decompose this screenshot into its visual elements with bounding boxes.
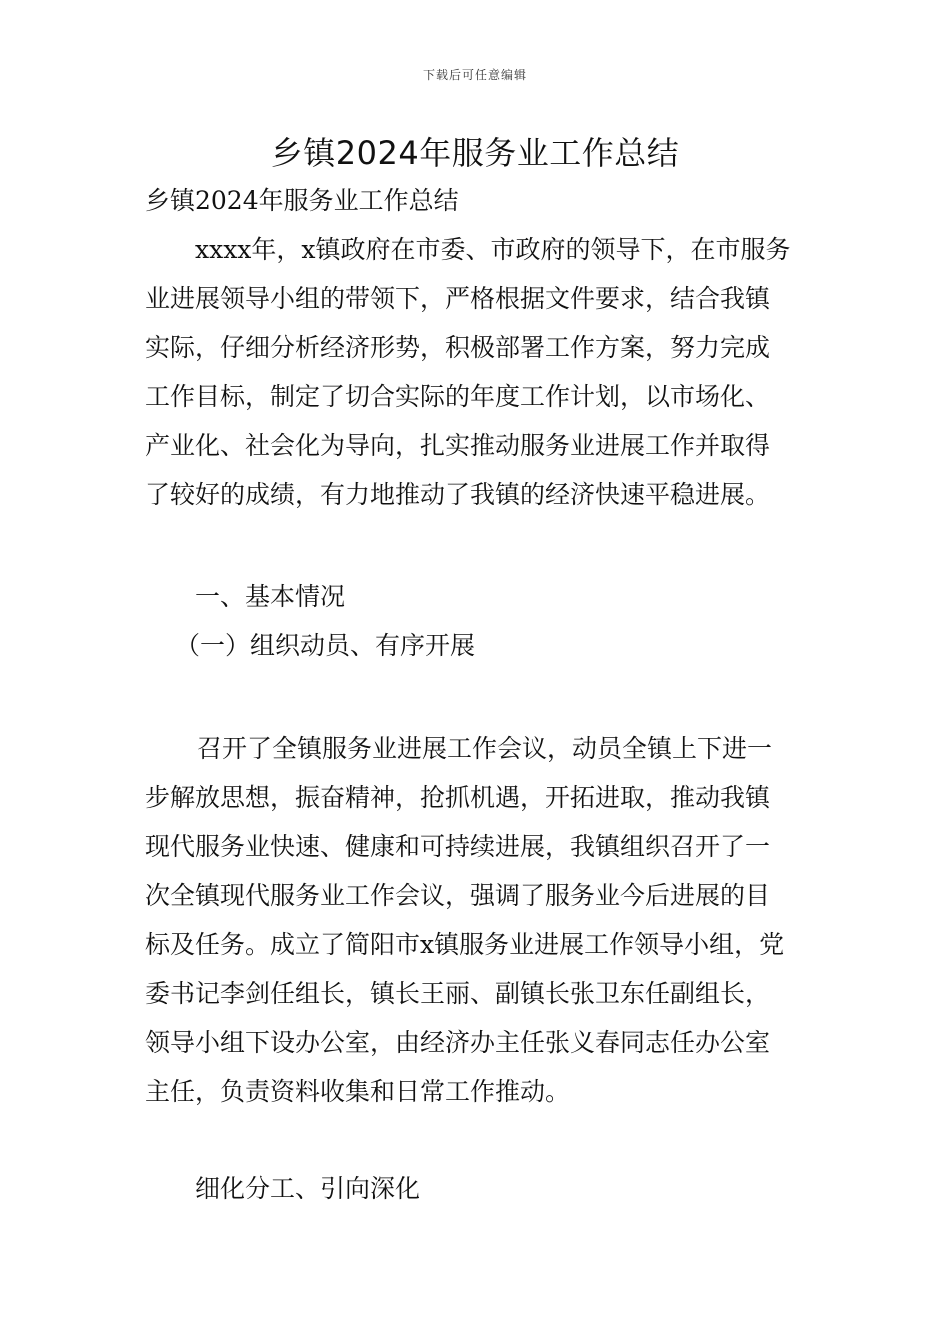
document-subtitle: 乡镇2024年服务业工作总结 <box>145 186 459 215</box>
paragraph-line: xxxx年，x镇政府在市委、市政府的领导下，在市服务 <box>195 235 791 264</box>
subsection-heading: 细化分工、引向深化 <box>195 1174 421 1203</box>
header-note: 下载后可任意编辑 <box>422 68 527 82</box>
paragraph-line: 召开了全镇服务业进展工作会议，动员全镇上下进一 <box>197 734 773 763</box>
paragraph-line: 标及任务。成立了简阳市x镇服务业进展工作领导小组，党 <box>145 930 785 959</box>
paragraph-line: 次全镇现代服务业工作会议，强调了服务业今后进展的目 <box>145 881 771 910</box>
paragraph-line: 委书记李剑任组长，镇长王丽、副镇长张卫东任副组长， <box>145 979 771 1008</box>
paragraph-line: 主任，负责资料收集和日常工作推动。 <box>145 1077 571 1106</box>
paragraph-line: 实际，仔细分析经济形势，积极部署工作方案，努力完成 <box>145 333 771 362</box>
document-body <box>145 176 810 1213</box>
paragraph-line: 产业化、社会化为导向，扎实推动服务业进展工作并取得 <box>145 431 771 460</box>
paragraph-line: 领导小组下设办公室，由经济办主任张义春同志任办公室 <box>145 1028 771 1057</box>
subsection-heading: （一）组织动员、有序开展 <box>175 631 476 660</box>
paragraph-line: 业进展领导小组的带领下，严格根据文件要求，结合我镇 <box>145 284 771 313</box>
paragraph-organization <box>145 724 810 1116</box>
paragraph-line: 工作目标，制定了切合实际的年度工作计划，以市场化、 <box>145 382 771 411</box>
document-title: 乡镇2024年服务业工作总结 <box>270 134 680 172</box>
section-heading: 一、基本情况 <box>195 582 346 611</box>
paragraph-intro <box>145 225 810 519</box>
paragraph-line: 现代服务业快速、健康和可持续进展，我镇组织召开了一 <box>145 832 771 861</box>
paragraph-line: 步解放思想，振奋精神，抢抓机遇，开拓进取，推动我镇 <box>145 783 771 812</box>
paragraph-line: 了较好的成绩，有力地推动了我镇的经济快速平稳进展。 <box>145 480 771 509</box>
